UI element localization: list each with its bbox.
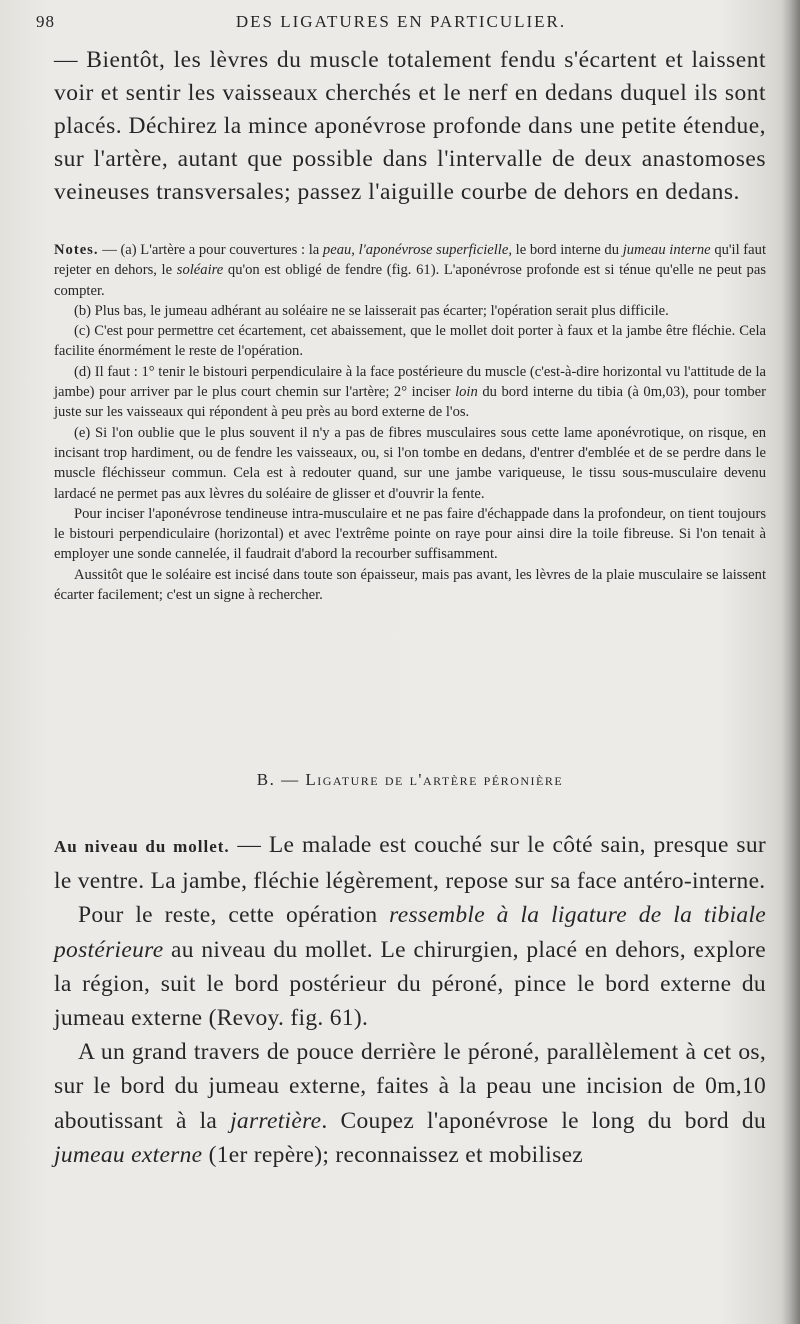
section-paragraph-3: A un grand travers de pouce derrière le péroné, parallèlement à cet os, sur le bord du jumeau externe, faites à la peau une incision de 0m,10 aboutissant à la jarretière. Coupez l'aponévrose le long du bord du jumeau externe (1er repère); reconnaissez et mobilisez: [54, 1039, 767, 1168]
section-paragraph-1: Au niveau du mollet. — Le malade est couché sur le côté sain, presque sur le ventre. La jambe, fléchie légèrement, repose sur sa face antéro-interne.: [54, 832, 766, 895]
run-in-heading: Au niveau du mollet.: [54, 837, 230, 856]
running-title: DES LIGATURES EN PARTICULIER.: [235, 12, 567, 31]
note-c: (c) C'est pour permettre cet écartement, cet abaissement, que le mollet doit porter à faux et la jambe être fléchie. Cela facilite énormément le reste de l'opération.: [54, 323, 766, 360]
page-number: 98: [36, 12, 55, 31]
section-body: [54, 828, 766, 1172]
note-e: (e) Si l'on oublie que le plus souvent il n'y a pas de fibres musculaires sous cette lame aponévrotique, on risque, en incisant trop hardiment, ou de fendre les vaisseaux, ou, si l'on tombe en dedans, d'entrer d'emblée et de se perdre dans le muscle fléchisseur commun. Cela est à redouter quand, sur une jambe variqueuse, le tissu sous-musculaire devenu lardacé ne permet pas aux lèvres du soléaire de glisser et d'ouvrir la fente.: [54, 424, 766, 502]
note-b: (b) Plus bas, le jumeau adhérant au soléaire ne se laisserait pas écarter; l'opération serait plus difficile.: [74, 302, 669, 319]
note-d: (d) Il faut : 1° tenir le bistouri perpendiculaire à la face postérieure du muscle (c'est-à-dire horizontal vu l'attitude de la jambe) pour arriver par le plus court chemin sur l'artère; 2° inciser loin du bord interne du tibia (à 0m,03), pour tomber juste sur les vaisseaux qui répondent à peu près au bord externe de l'os.: [54, 363, 766, 421]
note-e-final: Aussitôt que le soléaire est incisé dans toute son épaisseur, mais pas avant, les lèvres de la plaie musculaire se laissent écarter facilement; c'est un signe à rechercher.: [54, 566, 766, 604]
running-head: [36, 12, 766, 40]
notes-block: [54, 240, 766, 605]
page-spine-shadow: [782, 0, 800, 1324]
section-heading: B. — Ligature de l'artère péronière: [256, 770, 564, 789]
note-e-continued: Pour inciser l'aponévrose tendineuse intra-musculaire et ne pas faire d'échappade dans la profondeur, on tient toujours le bistouri perpendiculaire (horizontal) et avec l'extrême pointe on raye pour ainsi dire la toile fibreuse. Si l'on tenait à employer une sonde cannelée, il faudrait d'abord la recourber suffisamment.: [54, 505, 766, 563]
note-a: Notes. — (a) L'artère a pour couvertures : la peau, l'aponévrose superficielle, le bord interne du jumeau interne qu'il faut rejeter en dehors, le soléaire qu'on est obligé de fendre (fig. 61). L'aponévrose profonde est si ténue qu'elle ne peut pas compter.: [54, 242, 767, 299]
main-paragraph: — Bientôt, les lèvres du muscle totalement fendu s'écartent et laissent voir et sentir les vaisseaux cherchés et le nerf en dedans duquel ils sont placés. Déchirez la mince aponévrose profonde dans une petite étendue, sur l'artère, autant que possible dans l'intervalle de deux anastomoses veineuses transversales; passez l'aiguille courbe de dehors en dedans.: [54, 47, 766, 205]
notes-label: Notes.: [54, 242, 99, 258]
section-paragraph-2: Pour le reste, cette opération ressemble à la ligature de la tibiale postérieure au niveau du mollet. Le chirurgien, placé en dehors, explore la région, suit le bord postérieur du péroné, pince le bord externe du jumeau externe (Revoy. fig. 61).: [54, 902, 767, 1032]
